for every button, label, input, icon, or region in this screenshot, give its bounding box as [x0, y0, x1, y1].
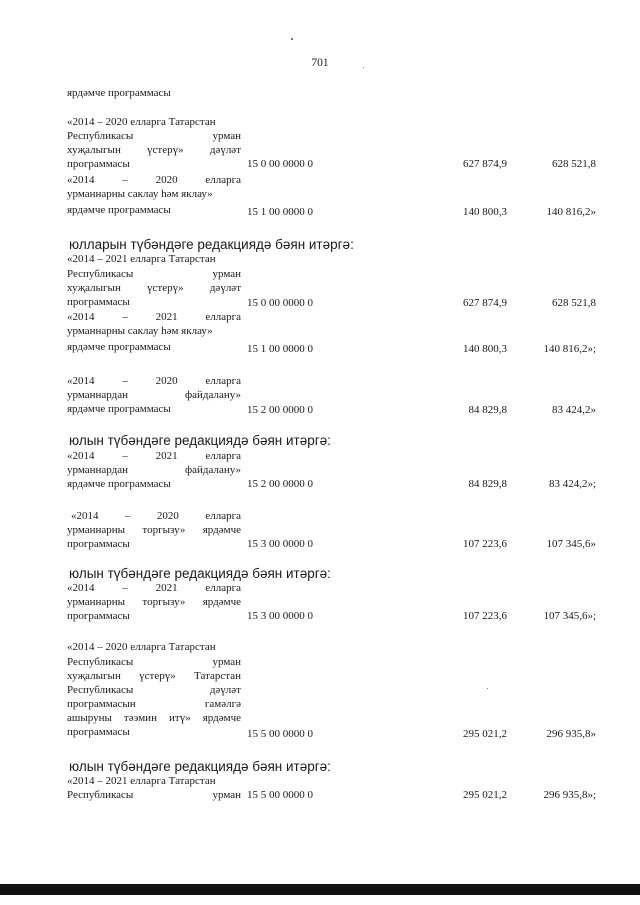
amount-col-2: 83 424,2» — [552, 404, 596, 416]
amount-col-2: 140 816,2»; — [543, 343, 596, 355]
row-title-line: ярдәмче программасы — [67, 478, 171, 490]
row-title-line: «2014 – 2020 елларга Татарстан — [67, 641, 216, 653]
classification-code: 15 5 00 0000 0 — [247, 789, 313, 801]
row-title-line: Республикасы урман — [67, 130, 241, 142]
row-title-line: хуҗалыгын үстерү» Татарстан — [67, 670, 241, 682]
row-title-line: программасы — [67, 158, 130, 170]
row-title-line: «2014 – 2021 елларга — [67, 582, 241, 594]
row-title-line: Республикасы урман — [67, 789, 241, 801]
classification-code: 15 0 00 0000 0 — [247, 297, 313, 309]
amount-col-1: 84 829,8 — [468, 404, 507, 416]
classification-code: 15 2 00 0000 0 — [247, 478, 313, 490]
page-number: 701 — [311, 57, 329, 69]
row-title-line: «2014 – 2021 елларга — [67, 311, 241, 323]
edit-instruction: юлларын түбәндәге редакциядә бәян итәргә: — [69, 237, 354, 252]
amount-col-2: 83 424,2»; — [548, 478, 596, 490]
row-title-line: «2014 – 2020 елларга — [67, 375, 241, 387]
row-title-line: программасы — [67, 538, 130, 550]
amount-col-1: 627 874,9 — [463, 297, 507, 309]
row-title-line: Республикасы урман — [67, 268, 241, 280]
row-title-line: программасын гамәлгә — [67, 698, 241, 710]
amount-col-2: 107 345,6»; — [543, 610, 596, 622]
amount-col-2: 107 345,6» — [546, 538, 596, 550]
amount-col-1: 140 800,3 — [463, 343, 507, 355]
row-title-line: ярдәмче программасы — [67, 403, 171, 415]
row-title-line: программасы — [67, 726, 130, 738]
amount-col-1: 140 800,3 — [463, 206, 507, 218]
amount-col-2: 628 521,8 — [552, 158, 596, 170]
row-title-line: Республикасы урман — [67, 656, 241, 668]
edit-instruction: юлын түбәндәге редакциядә бәян итәргә: — [69, 433, 331, 448]
edit-instruction: юлын түбәндәге редакциядә бәян итәргә: — [69, 759, 331, 774]
row-title-line: ярдәмче программасы — [67, 341, 171, 353]
row-title-line: урманнардан файдалану» — [67, 464, 241, 476]
row-title-line: урманнарны саклау һәм яклау» — [67, 325, 213, 337]
row-title-line: хуҗалыгын үстерү» дәүләт — [67, 282, 241, 294]
row-title-line: ярдәмче программасы — [67, 204, 171, 216]
row-title-line: «2014 – 2020 елларга Татарстан — [67, 116, 216, 128]
classification-code: 15 5 00 0000 0 — [247, 728, 313, 740]
amount-col-2: 296 935,8»; — [543, 789, 596, 801]
amount-col-2: 628 521,8 — [552, 297, 596, 309]
classification-code: 15 0 00 0000 0 — [247, 158, 313, 170]
row-title-line: «2014 – 2021 елларга Татарстан — [67, 253, 216, 265]
row-title-line: «2014 – 2021 елларга — [67, 450, 241, 462]
row-title-line: урманнарны торгызу» ярдәмче — [67, 524, 241, 536]
top-fragment: ярдәмче программасы — [67, 87, 171, 99]
row-title-line: программасы — [67, 296, 130, 308]
row-title-line: «2014 – 2020 елларга — [71, 510, 241, 522]
classification-code: 15 3 00 0000 0 — [247, 538, 313, 550]
row-title-line: Республикасы дәүләт — [67, 684, 241, 696]
edit-instruction: юлын түбәндәге редакциядә бәян итәргә: — [69, 566, 331, 581]
amount-col-1: 107 223,6 — [463, 538, 507, 550]
amount-col-2: 296 935,8» — [546, 728, 596, 740]
row-title-line: «2014 – 2021 елларга Татарстан — [67, 775, 216, 787]
classification-code: 15 2 00 0000 0 — [247, 404, 313, 416]
row-title-line: «2014 – 2020 елларга — [67, 174, 241, 186]
amount-col-1: 107 223,6 — [463, 610, 507, 622]
row-title-line: хуҗалыгын үстерү» дәүләт — [67, 144, 241, 156]
amount-col-1: 295 021,2 — [463, 728, 507, 740]
scan-edge-bar — [0, 884, 640, 895]
row-title-line: программасы — [67, 610, 130, 622]
classification-code: 15 1 00 0000 0 — [247, 206, 313, 218]
row-title-line: урманнарны саклау һәм яклау» — [67, 188, 213, 200]
row-title-line: урманнарны торгызу» ярдәмче — [67, 596, 241, 608]
scan-speck — [291, 38, 293, 40]
row-title-line: урманнардан файдалану» — [67, 389, 241, 401]
amount-col-2: 140 816,2» — [546, 206, 596, 218]
scan-speck — [487, 688, 488, 689]
classification-code: 15 1 00 0000 0 — [247, 343, 313, 355]
amount-col-1: 295 021,2 — [463, 789, 507, 801]
classification-code: 15 3 00 0000 0 — [247, 610, 313, 622]
row-title-line: ашыруны тәэмин итү» ярдәмче — [67, 712, 241, 724]
amount-col-1: 84 829,8 — [468, 478, 507, 490]
amount-col-1: 627 874,9 — [463, 158, 507, 170]
